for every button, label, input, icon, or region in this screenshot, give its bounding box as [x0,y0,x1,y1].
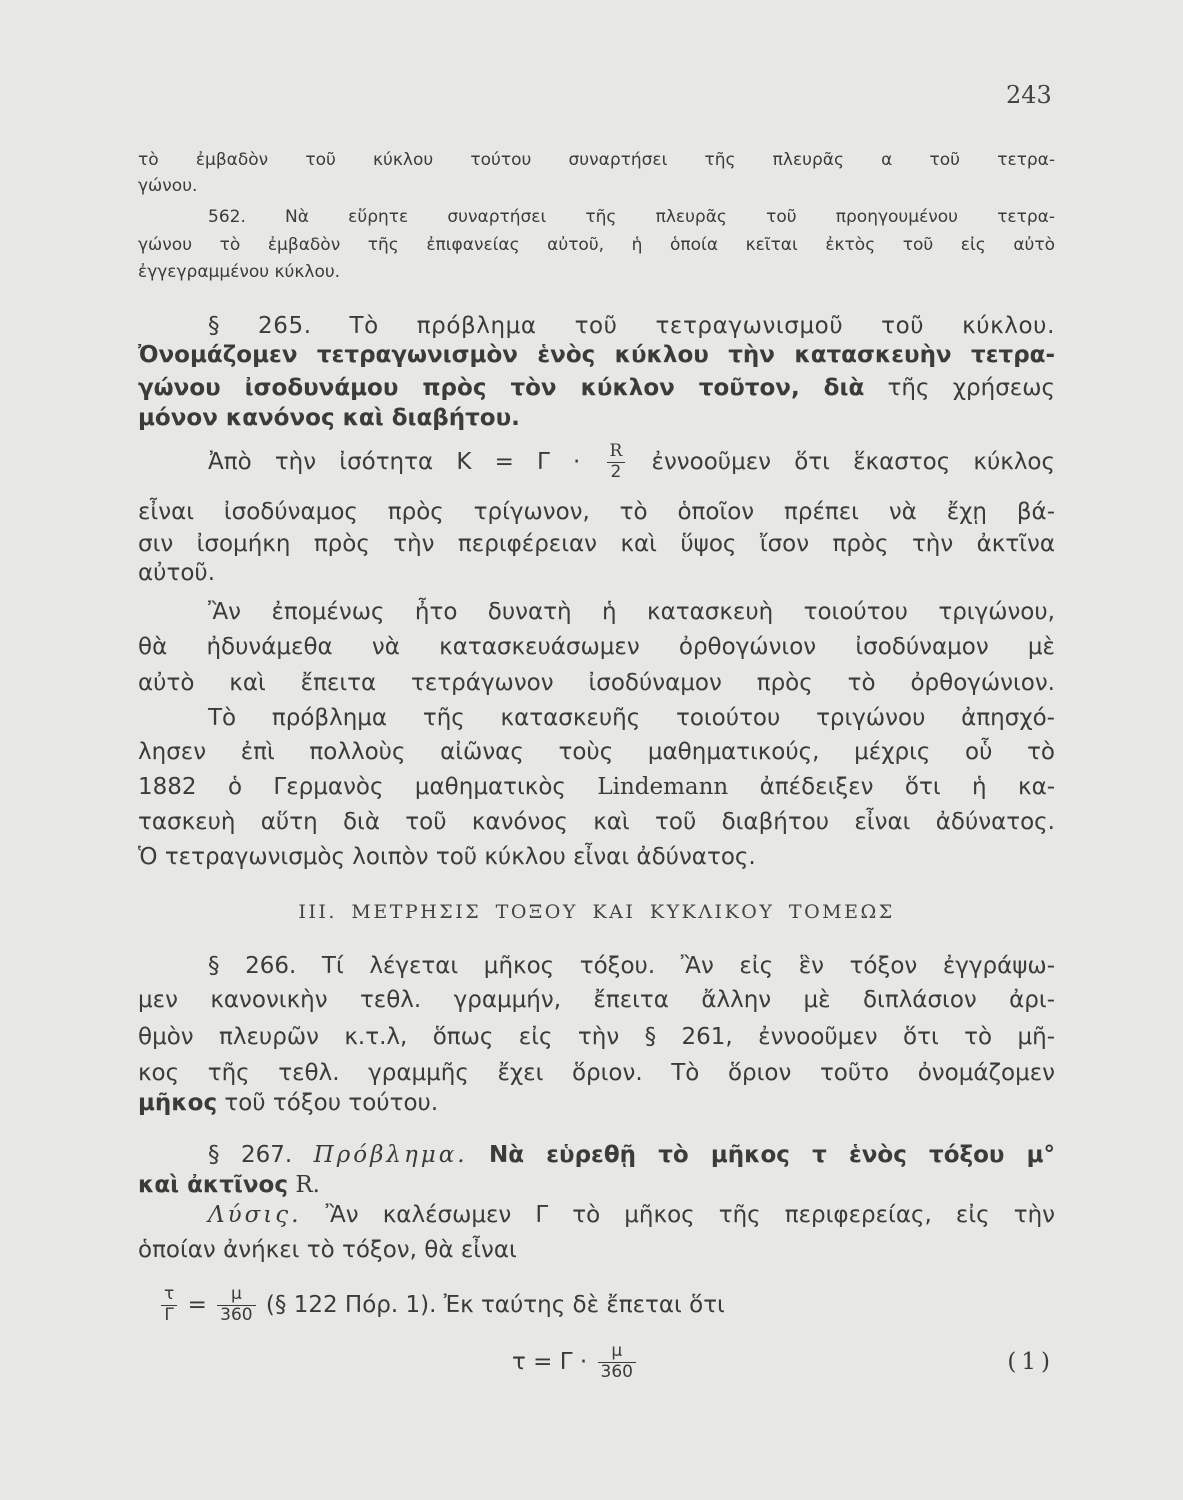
fraction-tau-over-gamma [161,1285,177,1325]
definition-line-2 [138,371,1055,405]
solution-line-2: ὁποίαν ἀνήκει τὸ τόξον, θὰ εἶναι [138,1237,517,1263]
mathematician-name: Lindemann [597,774,729,800]
paragraph-3-line-2: λησεν ἐπὶ πολλοὺς αἰῶνας τοὺς μαθηματικούς, μέχρις οὗ τὸ [138,739,1055,765]
exercise-tail-line-2: γώνου. [138,176,198,196]
fraction-denominator: 2 [610,462,622,482]
section-266-line-5 [138,1086,1055,1120]
equals-sign: = [187,1292,207,1318]
exercise-562-line-3: ἐγγεγραμμένου κύκλου. [138,262,341,282]
definition-line-2-bold: γώνου ἰσοδυνάμου πρὸς τὸν κύκλον τοῦτον, διὰ [138,375,865,401]
fraction-denominator: 360 [600,1362,633,1382]
paragraph-1-line-1: εἶναι ἰσοδύναμος πρὸς τρίγωνον, τὸ ὁποῖον πρέπει νὰ ἔχῃ βά- [138,499,1055,525]
paragraph-3-line-4: τασκευὴ αὕτη διὰ τοῦ κανόνος καὶ τοῦ διαβήτου εἶναι ἀδύνατος. [138,809,1055,835]
chapter-heading: III. ΜΕΤΡΗΣΙΣ ΤΟΞΟΥ ΚΑΙ ΚΥΚΛΙΚΟΥ ΤΟΜΕΩΣ [298,901,895,923]
paragraph-2-line-2: θὰ ἠδυνάμεθα νὰ κατασκευάσωμεν ὀρθογώνιον ἰσοδύναμον μὲ [138,634,1055,660]
formula-lhs: τ = Γ · [512,1349,588,1375]
equation-number: (1) [1007,1349,1055,1375]
paragraph-3-line-1: Τὸ πρόβλημα τῆς κατασκευῆς τοιούτου τριγώνου ἀπησχό- [208,705,1055,731]
radius-symbol: R. [295,1172,320,1198]
exercise-562-line-1: 562. Νὰ εὕρητε συναρτήσει τῆς πλευρᾶς τοῦ προηγουμένου τετρα- [208,207,1055,227]
solution-text-1: Ἂν καλέσωμεν Γ τὸ μῆκος τῆς περιφερείας, εἰς τὴν [325,1202,1055,1228]
paragraph-1-line-2: σιν ἰσομήκη πρὸς τὴν περιφέρειαν καὶ ὕψος ἴσον πρὸς τὴν ἀκτῖνα [138,531,1055,557]
section-265-heading: § 265. Τὸ πρόβλημα τοῦ τετραγωνισμοῦ τοῦ κύκλου. [208,313,1055,339]
section-266-line-4: κος τῆς τεθλ. γραμμῆς ἔχει ὅριον. Τὸ ὅριον τοῦτο ὀνομάζομεν [138,1060,1055,1086]
equality-after: ἐννοοῦμεν ὅτι ἕκαστος κύκλος [651,449,1056,475]
fraction-numerator: R [607,442,626,463]
fraction-denominator: 360 [220,1305,253,1325]
fraction-numerator: τ [161,1285,177,1306]
formula-line [138,1332,1055,1392]
proportion-line [138,1275,1055,1335]
equality-before: Ἀπὸ τὴν ἰσότητα Κ = Γ · [208,449,581,475]
paragraph-3-line-3-after: ἀπέδειξεν ὅτι ἡ κα- [759,774,1055,800]
paragraph-1-line-3: αὐτοῦ. [138,560,216,586]
paragraph-2-line-3: αὐτὸ καὶ ἔπειτα τετράγωνον ἰσοδύναμον πρὸς τὸ ὀρθογώνιον. [138,670,1055,696]
proportion-text: (§ 122 Πόρ. 1). Ἐκ ταύτης δὲ ἔπεται ὅτι [265,1292,725,1318]
paragraph-3-line-3 [138,770,1055,804]
problem-label: Πρόβλημα. [313,1142,468,1168]
section-266-line-2: μεν κανονικὴν τεθλ. γραμμήν, ἔπειτα ἄλλην μὲ διπλάσιον ἀρι- [138,987,1055,1013]
solution-label: Λύσις. [208,1202,302,1228]
exercise-562-line-2: γώνου τὸ ἐμβαδὸν τῆς ἐπιφανείας αὐτοῦ, ἡ ὁποία κεῖται ἐκτὸς τοῦ εἰς αὐτὸ [138,235,1055,255]
section-267-line-1 [138,1138,1055,1172]
fraction-mu-over-360 [217,1285,255,1325]
equality-line [138,432,1055,492]
problem-statement-2: καὶ ἀκτῖνος [138,1172,288,1198]
exercise-tail-line-1: τὸ ἐμβαδὸν τοῦ κύκλου τούτου συναρτήσει τῆς πλευρᾶς α τοῦ τετρα- [138,150,1055,170]
fraction-numerator: μ [217,1285,255,1306]
page-number: 243 [1006,81,1052,109]
term-arc-length: μῆκος [138,1090,218,1116]
paragraph-2-line-1: Ἂν ἐπομένως ἦτο δυνατὴ ἡ κατασκευὴ τοιούτου τριγώνου, [208,599,1055,625]
formula-fraction [598,1342,636,1382]
fraction-denominator: Γ [164,1305,174,1325]
section-267-line-2 [138,1168,1055,1202]
section-266-line-3: θμὸν πλευρῶν κ.τ.λ, ὅπως εἰς τὴν § 261, ἐννοοῦμεν ὅτι τὸ μῆ- [138,1024,1055,1050]
solution-line-1 [138,1198,1055,1232]
definition-line-2-regular: τῆς χρήσεως [887,375,1055,401]
paragraph-3-line-3-before: 1882 ὁ Γερμανὸς μαθηματικὸς [138,774,566,800]
problem-statement-1: Νὰ εὑρεθῇ τὸ μῆκος τ ἑνὸς τόξου μ° [489,1142,1055,1168]
section-266-line-5-rest: τοῦ τόξου τούτου. [224,1090,439,1116]
paragraph-3-line-5: Ὁ τετραγωνισμὸς λοιπὸν τοῦ κύκλου εἶναι ἀδύνατος. [138,844,756,870]
definition-line-3: μόνον κανόνος καὶ διαβήτου. [138,405,520,431]
arc-length-formula [512,1332,639,1392]
definition-line-1: Ὀνομάζομεν τετραγωνισμὸν ἑνὸς κύκλου τὴν κατασκευὴν τετρα- [138,342,1055,368]
section-266-line-1: § 266. Τί λέγεται μῆκος τόξου. Ἂν εἰς ἓν τόξον ἐγγράψω- [208,953,1055,979]
section-267-number: § 267. [208,1142,293,1168]
fraction-numerator: μ [598,1342,636,1363]
fraction-r-over-2 [607,442,626,482]
